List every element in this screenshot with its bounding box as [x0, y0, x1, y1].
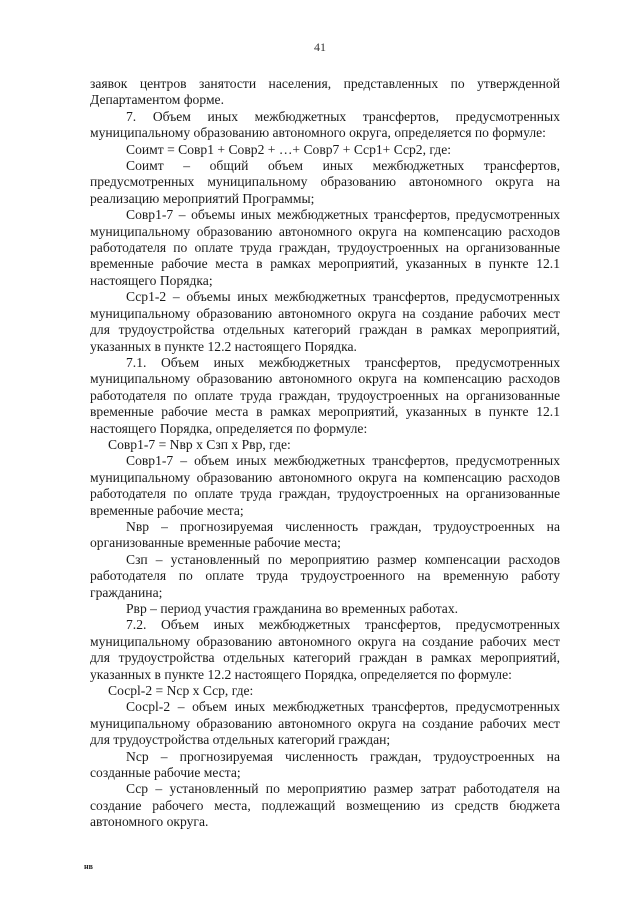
paragraph: Сср – установленный по мероприятию размер затрат работодателя на создание рабочего места, подлежащий возмещению из средств бюджета автономного округа. — [90, 781, 560, 830]
paragraph: Nвр – прогнозируемая численность граждан, трудоустроенных на организованные временные рабочие места; — [90, 518, 560, 551]
paragraph: заявок центров занятости населения, представленных по утвержденной Департаментом форме. — [90, 76, 560, 108]
paragraph: Сзп – установленный по мероприятию размер компенсации расходов работодателя по оплате труда трудоустроенного на временную работу гражданина; — [90, 551, 560, 600]
paragraph: Совр1-7 – объемы иных межбюджетных трансфертов, предусмотренных муниципальному образованию автономного округа на компенсацию расходов работодателя по оплате труда граждан, трудоустроенных на организованные временные рабочие места в рамках мероприятий, указанных в пункте 12.1 настоящего Порядка; — [90, 207, 560, 288]
document-body — [90, 76, 560, 831]
paragraph: 7.1. Объем иных межбюджетных трансфертов, предусмотренных муниципальному образованию автономного округа на компенсацию расходов работодателя по оплате труда граждан, трудоустроенных на организованные временные рабочие места в рамках мероприятий, указанных в пункте 12.1 настоящего Порядка, определяется по формуле: — [90, 354, 560, 436]
paragraph: 7. Объем иных межбюджетных трансфертов, предусмотренных муниципальному образованию автономного округа, определяется по формуле: — [90, 108, 560, 141]
footer-mark: нв — [84, 862, 93, 871]
paragraph: Сср1-2 – объемы иных межбюджетных трансфертов, предусмотренных муниципальному образованию автономного округа на создание рабочих мест для трудоустройства отдельных категорий граждан в рамках мероприятий, указанных в пункте 12.2 настоящего Порядка. — [90, 289, 560, 354]
paragraph: Nср – прогнозируемая численность граждан, трудоустроенных на созданные рабочие места; — [90, 748, 560, 781]
paragraph: Соимт – общий объем иных межбюджетных трансфертов, предусмотренных муниципальному образованию автономного округа на реализацию мероприятий Программы; — [90, 158, 560, 206]
paragraph: 7.2. Объем иных межбюджетных трансфертов, предусмотренных муниципальному образованию автономного округа на создание рабочих мест для трудоустройства отдельных категорий граждан в рамках мероприятий, указанных в пункте 12.2 настоящего Порядка, определяется по формуле: — [90, 617, 560, 682]
formula-line: Сосрl-2 = Nср х Сср, где: — [108, 683, 254, 699]
paragraph: Рвр – период участия гражданина во временных работах. — [126, 601, 459, 616]
paragraph: Совр1-7 – объем иных межбюджетных трансфертов, предусмотренных муниципальному образованию автономного округа на компенсацию расходов работодателя по оплате труда граждан, трудоустроенных на организованные временные рабочие места; — [90, 453, 560, 518]
page-number: 41 — [314, 40, 326, 54]
formula-line: Соимт = Совр1 + Совр2 + …+ Совр7 + Сср1+ Сср2, где: — [126, 141, 452, 157]
formula-line: Совр1-7 = Nвр х Сзп х Рвр, где: — [108, 436, 291, 452]
paragraph: Сосрl-2 – объем иных межбюджетных трансфертов, предусмотренных муниципальному образованию автономного округа на создание рабочих мест для трудоустройства отдельных категорий граждан; — [90, 699, 560, 748]
